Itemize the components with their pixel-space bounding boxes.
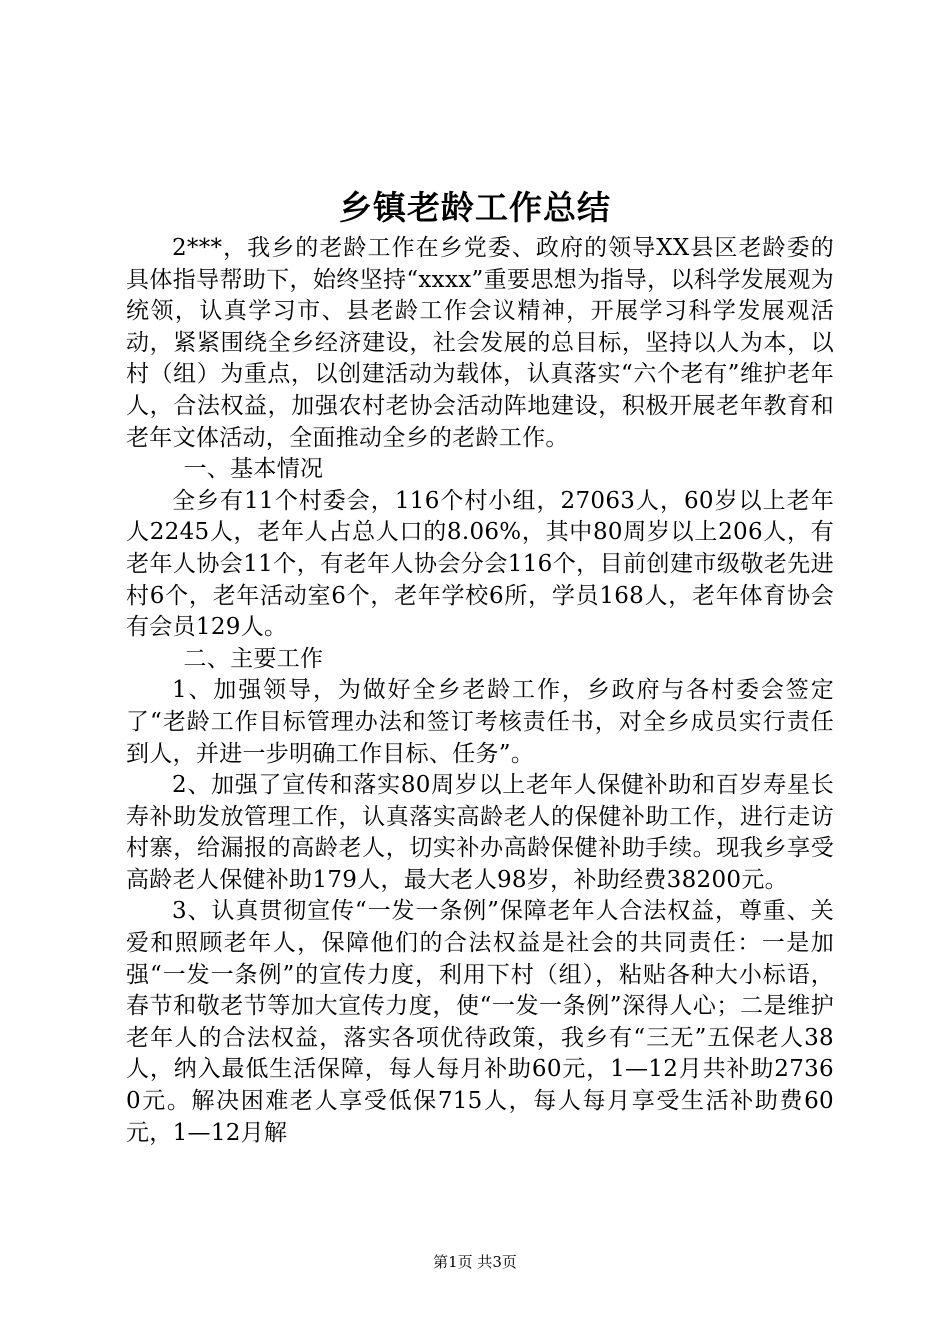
page-footer: 第1页 共3页 bbox=[433, 1253, 517, 1271]
main-work-item-3: 3、认真贯彻宣传“一发一条例”保障老年人合法权益，尊重、关爱和照顾老年人，保障他们的合法权益是社会的共同责任：一是加强“一发一条例”的宣传力度，利用下村（组），粘贴各种大小标语，春节和敬老节等加大宣传力度，使“一发一条例”深得人心；二是维护老年人的合法权益，落实各项优待政策，我乡有“三无”五保老人38人，纳入最低生活保障，每人每月补助60元，1—12月共补助27360元。解决困难老人享受低保715人，每人每月享受生活补助费60元，1—12月解 bbox=[126, 898, 834, 1146]
section-heading-basic-situation: 一、基本情况 bbox=[183, 456, 324, 483]
document-title: 乡镇老龄工作总结 bbox=[339, 188, 611, 227]
basic-situation-paragraph: 全乡有11个村委会，116个村小组，27063人，60岁以上老年人2245人，老年人占总人口的8.06%，其中80周岁以上206人，有老年人协会11个，有老年人协会分会116个，目前创建市级敬老先进村6个，老年活动室6个，老年学校6所，学员168人，老年体育协会有会员129人。 bbox=[126, 487, 834, 641]
intro-paragraph: 2***，我乡的老龄工作在乡党委、政府的领导XX县区老龄委的具体指导帮助下，始终坚持“xxxx”重要思想为指导，以科学发展观为统领，认真学习市、县老龄工作会议精神，开展学习科学发展观活动，紧紧围绕全乡经济建设，社会发展的总目标，坚持以人为本，以村（组）为重点，以创建活动为载体，认真落实“六个老有”维护老年人，合法权益，加强农村老协会活动阵地建设，积极开展老年教育和老年文体活动，全面推动全乡的老龄工作。 bbox=[126, 235, 834, 451]
main-work-item-1: 1、加强领导，为做好全乡老龄工作，乡政府与各村委会签定了“老龄工作目标管理办法和签订考核责任书，对全乡成员实行责任到人，并进一步明确工作目标、任务”。 bbox=[126, 677, 834, 767]
main-work-item-2: 2、加强了宣传和落实80周岁以上老年人保健补助和百岁寿星长寿补助发放管理工作，认真落实高龄老人的保健补助工作，进行走访村寨，给漏报的高龄老人，切实补办高龄保健补助手续。现我乡享受高龄老人保健补助179人，最大老人98岁，补助经费38200元。 bbox=[126, 772, 834, 893]
section-heading-main-work: 二、主要工作 bbox=[183, 645, 324, 672]
document-body bbox=[126, 233, 834, 1149]
